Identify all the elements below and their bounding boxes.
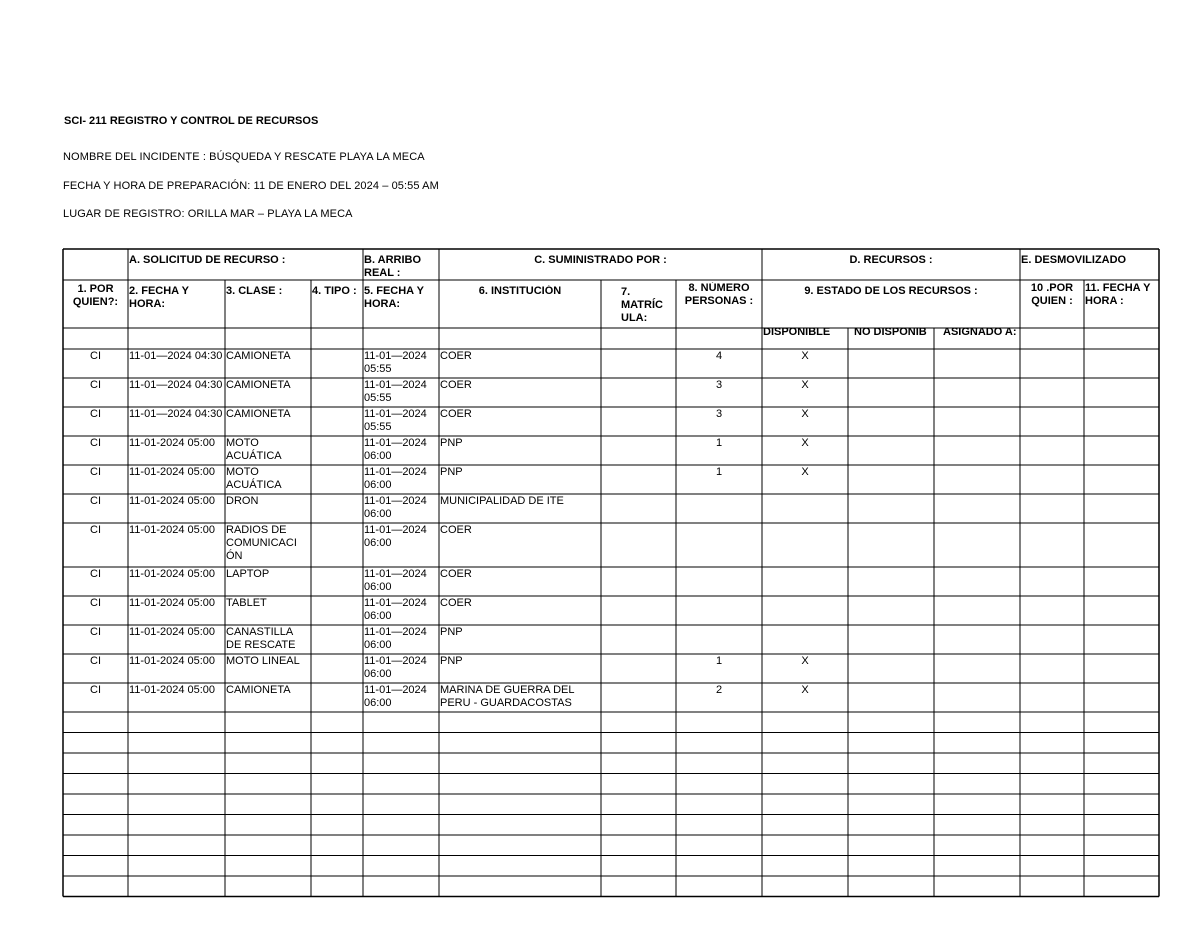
cell-matricula [602,408,675,435]
cell-desmov-fecha [1085,597,1158,624]
cell-disponible: X [801,684,809,696]
cell-asignado [935,626,1019,653]
cell-desmov-fecha [1085,495,1158,522]
cell-asignado [935,466,1019,493]
cell-institucion: PNP [440,655,463,667]
cell-institucion: COER [440,379,472,391]
cell-matricula [602,466,675,493]
cell-asignado [935,379,1019,406]
cell-clase: CANASTILLA DE RESCATE [226,626,296,651]
cell-arribo: 11-01—2024 06:00 [364,495,427,520]
col-institucion-header: 6. INSTITUCIÓN [478,285,562,297]
cell-quien: CI [90,495,101,507]
cell-tipo [312,495,362,522]
cell-fecha: 11-01-2024 05:00 [129,626,216,638]
cell-disponible: X [801,408,809,420]
cell-fecha: 11-01-2024 05:00 [129,495,216,507]
cell-fecha: 11-01-2024 05:00 [129,597,216,609]
cell-institucion: PNP [440,626,463,638]
cell-clase: LAPTOP [226,568,270,580]
cell-disponible [763,524,847,566]
cell-clase: MOTO ACUÁTICA [226,437,282,462]
cell-arribo: 11-01—2024 05:55 [364,379,427,404]
cell-no-disponible [849,466,933,493]
cell-personas: 1 [715,437,723,449]
cell-clase: CAMIONETA [226,350,291,362]
cell-matricula [602,379,675,406]
cell-personas [677,597,761,624]
cell-arribo: 11-01—2024 06:00 [364,655,427,680]
col-personas-header: 8. NÚMERO PERSONAS : [684,282,754,307]
cell-no-disponible [849,408,933,435]
cell-personas [677,626,761,653]
cell-clase: DRON [226,495,259,507]
cell-matricula [602,597,675,624]
cell-desmov-quien [1021,379,1083,406]
cell-desmov-fecha [1085,408,1158,435]
group-e-header: E. DESMOVILIZADO [1021,254,1127,266]
cell-quien: CI [90,379,101,391]
cell-arribo: 11-01—2024 05:55 [364,350,427,375]
group-b-header: B. ARRIBO REAL : [364,254,422,278]
cell-tipo [312,350,362,377]
col-clase-header: 3. CLASE : [226,285,283,297]
cell-asignado [935,684,1019,711]
cell-tipo [312,437,362,464]
cell-no-disponible [849,568,933,595]
cell-matricula [602,655,675,682]
cell-arribo: 11-01—2024 06:00 [364,568,427,593]
cell-desmov-fecha [1085,568,1158,595]
cell-clase: TABLET [226,597,267,609]
cell-disponible [763,597,847,624]
cell-institucion: COER [440,597,472,609]
cell-quien: CI [90,524,101,536]
form-title: SCI- 211 REGISTRO Y CONTROL DE RECURSOS [64,115,319,127]
cell-desmov-quien [1021,684,1083,711]
cell-tipo [312,597,362,624]
cell-fecha: 11-01-2024 05:00 [129,655,216,667]
cell-tipo [312,655,362,682]
cell-institucion: MARINA DE GUERRA DEL PERU - GUARDACOSTAS [440,684,575,709]
cell-clase: RADIOS DE COMUNICACI ÓN [226,524,297,562]
cell-disponible [763,568,847,595]
cell-desmov-quien [1021,524,1083,566]
cell-matricula [602,524,675,566]
col-estado-header: 9. ESTADO DE LOS RECURSOS : [804,285,978,297]
col-desmov-quien-header: 10 .POR QUIEN : [1030,282,1074,307]
cell-fecha: 11-01-2024 05:00 [129,568,216,580]
group-a-header: A. SOLICITUD DE RECURSO : [129,254,286,266]
sub-no-disponible-header: NO DISPONIB [854,326,927,338]
group-c-header: C. SUMINISTRADO POR : [534,254,667,266]
col-fecha-hora-header: 2. FECHA Y HORA: [129,285,189,310]
cell-asignado [935,495,1019,522]
cell-desmov-quien [1021,655,1083,682]
sub-disponible-header: DISPONIBLE [763,326,831,338]
cell-personas: 4 [715,350,723,362]
cell-institucion: COER [440,350,472,362]
cell-desmov-quien [1021,495,1083,522]
cell-quien: CI [90,408,101,420]
preparation-datetime: FECHA Y HORA DE PREPARACIÓN: 11 DE ENERO DEL 2024 – 05:55 AM [63,180,439,192]
cell-desmov-quien [1021,437,1083,464]
cell-fecha: 11-01—2024 04:30 [129,379,223,391]
cell-quien: CI [90,568,101,580]
cell-desmov-quien [1021,597,1083,624]
cell-disponible: X [801,655,809,667]
cell-clase: CAMIONETA [226,408,291,420]
cell-no-disponible [849,495,933,522]
cell-disponible [763,626,847,653]
cell-quien: CI [90,350,101,362]
cell-arribo: 11-01—2024 05:55 [364,408,427,433]
cell-disponible: X [801,437,809,449]
cell-arribo: 11-01—2024 06:00 [364,524,427,549]
col-desmov-fecha-header: 11. FECHA Y HORA : [1085,282,1151,307]
cell-quien: CI [90,597,101,609]
cell-personas: 3 [715,379,723,391]
cell-matricula [602,437,675,464]
cell-matricula [602,626,675,653]
cell-asignado [935,524,1019,566]
cell-desmov-fecha [1085,626,1158,653]
cell-personas [677,495,761,522]
cell-no-disponible [849,379,933,406]
cell-desmov-fecha [1085,437,1158,464]
cell-disponible: X [801,350,809,362]
cell-desmov-quien [1021,568,1083,595]
cell-asignado [935,568,1019,595]
cell-desmov-fecha [1085,524,1158,566]
cell-tipo [312,568,362,595]
cell-matricula [602,568,675,595]
cell-desmov-fecha [1085,379,1158,406]
cell-desmov-quien [1021,350,1083,377]
cell-institucion: MUNICIPALIDAD DE ITE [440,495,564,507]
cell-no-disponible [849,524,933,566]
cell-clase: MOTO ACUÁTICA [226,466,282,491]
cell-no-disponible [849,655,933,682]
cell-clase: CAMIONETA [226,379,291,391]
cell-desmov-fecha [1085,655,1158,682]
cell-tipo [312,524,362,566]
cell-personas: 1 [715,466,723,478]
col-por-quien-header: 1. POR QUIEN?: [72,283,119,308]
cell-desmov-fecha [1085,684,1158,711]
cell-institucion: PNP [440,466,463,478]
cell-fecha: 11-01-2024 05:00 [129,684,216,696]
cell-personas [677,568,761,595]
cell-tipo [312,626,362,653]
cell-personas: 3 [715,408,723,420]
cell-desmov-fecha [1085,350,1158,377]
cell-fecha: 11-01-2024 05:00 [129,437,216,449]
cell-asignado [935,655,1019,682]
col-matricula-header: 7. MATRÍC ULA: [621,286,663,324]
cell-desmov-quien [1021,466,1083,493]
cell-matricula [602,684,675,711]
cell-institucion: COER [440,408,472,420]
register-place: LUGAR DE REGISTRO: ORILLA MAR – PLAYA LA MECA [63,208,353,220]
cell-institucion: COER [440,568,472,580]
cell-no-disponible [849,437,933,464]
cell-no-disponible [849,626,933,653]
cell-fecha: 11-01—2024 04:30 [129,408,223,420]
cell-quien: CI [90,684,101,696]
cell-asignado [935,350,1019,377]
cell-fecha: 11-01—2024 04:30 [129,350,223,362]
cell-arribo: 11-01—2024 06:00 [364,466,427,491]
cell-clase: CAMIONETA [226,684,291,696]
cell-asignado [935,597,1019,624]
col-tipo-header: 4. TIPO : [312,285,357,297]
cell-quien: CI [90,626,101,638]
col-arribo-fecha-header: 5. FECHA Y HORA: [364,285,424,310]
cell-asignado [935,408,1019,435]
cell-quien: CI [90,437,101,449]
cell-personas: 1 [715,655,723,667]
cell-tipo [312,466,362,493]
cell-institucion: COER [440,524,472,536]
cell-arribo: 11-01—2024 06:00 [364,684,427,709]
cell-arribo: 11-01—2024 06:00 [364,626,427,651]
cell-arribo: 11-01—2024 06:00 [364,597,427,622]
cell-no-disponible [849,684,933,711]
cell-desmov-quien [1021,626,1083,653]
sub-asignado-header: ASIGNADO A: [943,326,1017,338]
cell-no-disponible [849,350,933,377]
cell-disponible [763,495,847,522]
cell-personas [677,524,761,566]
cell-disponible: X [801,466,809,478]
cell-quien: CI [90,466,101,478]
cell-desmov-fecha [1085,466,1158,493]
cell-desmov-quien [1021,408,1083,435]
group-d-header: D. RECURSOS : [849,254,933,266]
cell-matricula [602,495,675,522]
cell-arribo: 11-01—2024 06:00 [364,437,427,462]
cell-tipo [312,408,362,435]
incident-name: NOMBRE DEL INCIDENTE : BÚSQUEDA Y RESCATE PLAYA LA MECA [63,151,425,163]
cell-personas: 2 [715,684,723,696]
cell-no-disponible [849,597,933,624]
cell-tipo [312,684,362,711]
cell-fecha: 11-01-2024 05:00 [129,524,216,536]
cell-quien: CI [90,655,101,667]
cell-asignado [935,437,1019,464]
cell-tipo [312,379,362,406]
cell-fecha: 11-01-2024 05:00 [129,466,216,478]
cell-disponible: X [801,379,809,391]
cell-clase: MOTO LINEAL [226,655,300,667]
cell-institucion: PNP [440,437,463,449]
cell-matricula [602,350,675,377]
